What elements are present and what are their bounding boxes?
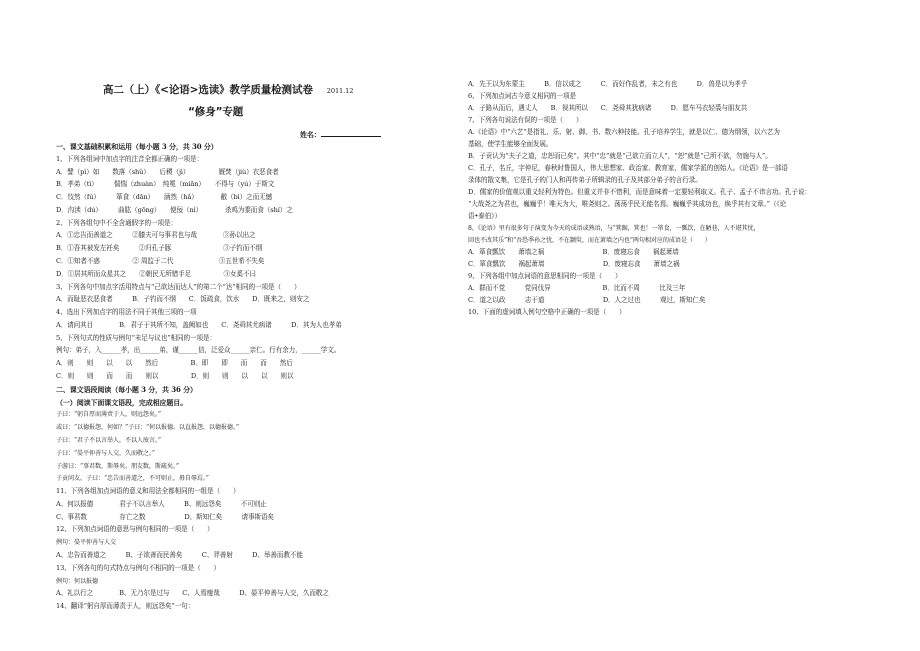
text-line: A．先王以为东蒙主 B．信以成之 C．而好作乱者，未之有也 D．兽是以为孝乎 (468, 80, 748, 88)
text-line: 例句：晏平仲善与人交 (56, 539, 116, 547)
text-line: 13、下列各句的句式特点与例句不相同的一项是（ ） (56, 563, 221, 572)
exam-title: 高二（上）《<论语>选读》教学质量检测试卷 2011.12 (103, 84, 354, 96)
text-line: 或曰：“以德报怨，何如？”子曰：“何以报德。以直报怨，以德报德。” (56, 424, 239, 432)
text-line: A、忠告而善道之 B、子欲善而民善矣 C、羿善射 D、举善而教不能 (56, 550, 303, 559)
text-line: 11、下列各组加点词语的意义和用法全都相同的一组是（ ） (56, 487, 240, 496)
text-line: D．沟渎（dú） 曲肱（gōng） 便佞（nì） 杀鸡为黍而食（shí）之 (56, 205, 293, 214)
text-line: D．儒家的价值观以重义轻利为特色。但重义并非不惜利，而是意味着一定要轻利取义。孔子、孟子不讳言功。孔子说： (468, 188, 811, 196)
text-line: C、事君数 存亡之数 D、斯知仁矣 请事斯语矣 (56, 512, 274, 521)
text-line: 子曰：“躬自厚而薄责于人，则远怨矣。” (56, 411, 161, 419)
text-line: 二、课文语段阅读（每小题 3 分，共 36 分） (56, 384, 197, 394)
text-line: A．子路从而后，遇丈人 B．视其所以 C．尧舜其犹病诸 D．愿车马衣轻裘与朋友共 (468, 104, 748, 112)
text-line: B．①吾其被发左衽矣 ②归孔子豚 ③子钓而不纲 (56, 244, 263, 253)
text-line: 2、下列各组句中不全含通假字的一项是： (56, 218, 177, 227)
text-line: 录体的散文集，它是孔子的门人和再传弟子所辑录的孔子及其部分弟子的言行录。 (468, 176, 702, 184)
text-line: 子曰：“君子不以言举人，不以人废言。” (56, 436, 161, 444)
text-line: B．孝弟（tì） 惴惴（zhuàn） 纯冕（miǎn） 不得与（yú）于斯文 (56, 180, 275, 189)
text-line: B．子贡认为“夫子之道，忠恕而已矣”。其中“忠”就是“己欲立而立人”，“恕”就是“己所不欲，勿施与人”。 (468, 152, 772, 160)
text-line: A．譬（pì）如 数落（shǔ） 后稷（jì） 厩焚（jiù）衣恶食者 (56, 167, 279, 176)
text-line: 子曰：“晏平仲善与人交，久而敬之。” (56, 449, 155, 457)
text-line: 子贡问友。子曰：“忠告而善道之，不可则止，毋自辱焉。” (56, 475, 209, 483)
text-line: C．①知者不惑 ② 周监于二代 ③五世希不失矣 (56, 257, 265, 266)
text-line: 14、翻译“躬自厚而薄责于人，则远怨矣”一句： (56, 602, 195, 611)
name-label: 姓名： (300, 130, 321, 139)
text-line: C．道之以政 志于道 D．人之过也 观过，斯知仁矣 (468, 296, 706, 304)
text-line: 子游曰：“事君数，斯辱矣。朋友数，斯疏矣。” (56, 462, 179, 470)
text-line: 7、下列各句说法有误的一项是（ ） (468, 116, 583, 124)
text-line: A．①忠告而善道之 ②膝夫可与事君也与哉 ③孙以出之 (56, 231, 256, 240)
exam-date: 2011.12 (326, 87, 354, 95)
text-line: C．忮然（fú） 箪食（dān） 涵然（hǎ） 敝（bì）之而无憾 (56, 193, 273, 202)
text-line: C．孔子，名丘，字仲尼，春秋时鲁国人，伟大思想家、政治家、教育家，儒家学派的创始人。《论语》是一部语 (468, 164, 788, 172)
text-line: A．箪食瓢饮 萧墙之祸 B．废寝忘食 祸起萧墙 (468, 248, 679, 256)
exam-subtitle: “修身”专题 (188, 106, 244, 118)
text-line: C．箪食瓢饮 祸起萧墙 D．废寝忘食 萧墙之祸 (468, 260, 680, 268)
text-line: 8、《论语》里有很多句子演变为今天的成语或熟语，与“箕踞，箕也！一箪食，一瓢饮，在陋巷，人不堪其忧， (468, 225, 760, 232)
text-line: D．①居其所而众星共之 ②朝民无所错手足 ③女奚不曰 (56, 269, 256, 278)
text-line: “大哉尧之为君也，巍巍乎！唯天为大，唯尧则之。荡荡乎民无能名焉。巍巍乎其成功也，焕乎其有文章。”（《论 (468, 200, 787, 208)
text-line: A．则 则 以 以 然后 B．即 即 而 而 然后 (56, 359, 293, 368)
text-line: （一）阅读下面课文语段，完成相应题目。 (56, 397, 188, 407)
text-line: 例句：何以报德 (56, 577, 98, 585)
text-line: C．则 则 而 而 则以 D．则 则 以 以 则以 (56, 372, 294, 381)
text-line: A．群而不党 党同伐异 B．比而不周 比及三年 (468, 284, 686, 292)
text-line: 9、下列各组中加点词语的意思相同的一项是（ ） (468, 272, 622, 280)
name-blank[interactable] (321, 129, 381, 137)
text-line: 5、下列句式的性质与例句“未足与议也”相同的一项是： (56, 333, 216, 342)
text-line: A．请问其目 B．君子于其所不知，盖阙如也 C．尧舜其尤病诸 D．其为人也孝弟 (56, 320, 342, 329)
text-line: 例句：弟子，入______孝，出______弟，谨______信，泛爱众______亲仁。行有余力，______学文。 (56, 346, 341, 355)
text-line: 6、下列加点词古今意义相同的一项是 (468, 92, 576, 100)
text-line: 4、选出下列加点字的用法不同于其他三项的一项 (56, 308, 197, 317)
text-line: 语•泰伯》） (468, 212, 501, 220)
text-line: A．而耻恶衣恶食者 B．子钓而不纲 C．饭疏食，饮水 D．既来之，则安之 (56, 295, 310, 304)
text-line: 1、下列各组词中加点字的注音全都正确的一项是： (56, 154, 203, 163)
name-field[interactable] (300, 129, 381, 139)
text-line: 12、下列加点词语的意思与例句相同的一项是（ ） (56, 525, 214, 534)
text-line: A、礼以行之 B、无乃尔是过与 C、人焉廋哉 D、晏平仲善与人交，久而敬之 (56, 589, 329, 598)
text-line: 一、课文基础积累和运用（每小题 3 分，共 30 分） (56, 142, 218, 151)
text-line: 基础，使学生能够全面发展。 (468, 140, 553, 148)
text-line: 3、下列各句中加点字活用特点与“己欲达而达人”的第二个“达”相同的一项是（ ） (56, 282, 301, 291)
text-line: A、何以报德 君子不以言举人 B、则远怨矣 不可则止 (56, 499, 267, 508)
text-line: A.《论语》中“六艺”是指礼、乐、射、御、书、数六种技能。孔子培养学生，就是以仁、德为纲领，以六艺为 (468, 128, 780, 136)
text-line: 回也不改其乐”和“吾恐季孙之忧，不在颛臾，而在萧墙之内也”两句相对应的成语是（ ） (468, 237, 711, 244)
text-line: 10、下面的虚词填入例句空格中正确的一项是（ ） (468, 308, 626, 316)
